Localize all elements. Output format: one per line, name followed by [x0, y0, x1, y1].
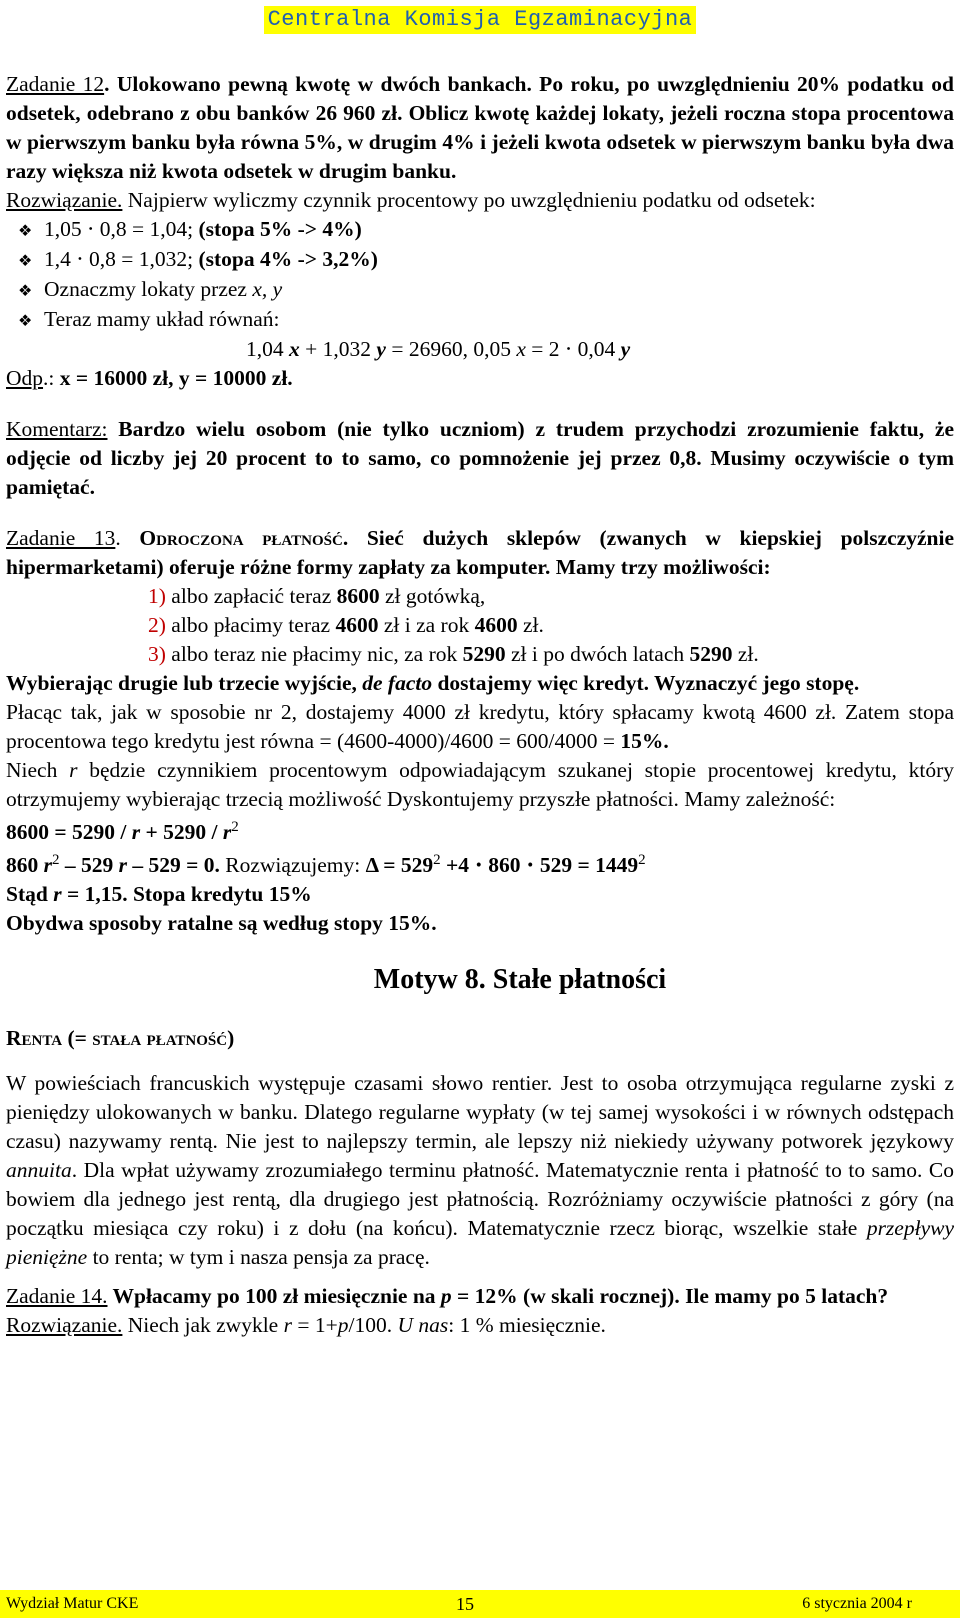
- equation-system: 1,04 x + 1,032 y = 26960, 0,05 x = 2 ⋅ 0,04 y: [246, 337, 631, 361]
- renta-heading: Renta (= stała płatność): [6, 1026, 235, 1050]
- bullet-1-note: (stopa 5% -> 4%): [198, 217, 362, 241]
- diamond-bullet-icon: ❖: [18, 311, 33, 330]
- task-13-paragraph-2: Niech r będzie czynnikiem procentowym odpowiadającym szukanej stopie procentowej kredytu, który otrzymujemy wybierając trzecią możliwość Dyskontujemy przyszłe płatności. Mamy zależność:: [6, 758, 954, 811]
- task-13-title: Odroczona płatność.: [139, 526, 349, 550]
- option-1: 1) albo zapłacić teraz 8600 zł gotówką,: [148, 584, 486, 608]
- header-bar: [0, 4, 960, 34]
- task-12-text: . Ulokowano pewną kwotę w dwóch bankach. Po roku, po uwzględnieniu 20% podatku od odsetek, odebrano z obu banków 26 960 zł. Oblicz kwotę każdej lokaty, jeżeli roczna stopa procentowa w pierwszym banku była równa 5%, w drugim 4% i jeżeli kwota odsetek w pierwszym banku była dwa razy większa niż kwota odsetek w drugim banku.: [6, 72, 954, 183]
- task-13: Zadanie 13. Odroczona płatność. Sieć dużych sklepów (zwanych w kiepskiej polszczyźnie hipermarketami) oferuje różne formy zapłaty za komputer. Mamy trzy możliwości:: [6, 526, 955, 579]
- bullet-2-note: (stopa 4% -> 3,2%): [198, 247, 378, 271]
- bullet-3: [6, 275, 954, 305]
- comment-text: Bardzo wielu osobom (nie tylko uczniom) z trudem przychodzi zrozumienie faktu, że odjęcie od liczby jej 20 procent to to samo, co pomnożenie jej przez 0,8. Musimy oczywiście o tym pamiętać.: [6, 417, 954, 499]
- answer-label: Odp: [6, 366, 44, 390]
- bullet-2-formula: 1,4 ⋅ 0,8 = 1,032;: [44, 247, 199, 271]
- renta-paragraph: W powieściach francuskich występuje czasami słowo rentier. Jest to osoba otrzymująca regularne zyski z pieniędzy ulokowanych w banku. Dlatego regularne wypłaty (w tej samej wysokości i w równych odstępach czasu) nazywamy rentą. Nie jest to najlepszy termin, ale lepszy niż niekiedy używany potworek językowy annuita. Dla wpłat używamy zrozumiałego terminu płatność. Matematycznie renta i płatność to to samo. Co bowiem dla jednego jest rentą, dla drugiego jest płatnością. Rozróżniamy oczywiście płatności z góry (na początku miesiąca czy roku) i z dołu (na końcu). Matematycznie rzecz biorąc, wszelkie stałe przepływy pieniężne to renta; w tym i nasza pensja za pracę.: [6, 1071, 954, 1269]
- page-number: 15: [456, 1594, 474, 1614]
- bullet-3-text: Oznaczmy lokaty przez: [44, 277, 253, 301]
- bullet-4: [6, 305, 954, 335]
- option-2: 2) albo płacimy teraz 4600 zł i za rok 4600 zł.: [148, 613, 544, 637]
- footer-left: Wydział Matur CKE: [6, 1595, 139, 1612]
- answer-text: x = 16000 zł, y = 10000 zł.: [59, 366, 293, 390]
- task-14-solution: Rozwiązanie. Niech jak zwykle r = 1+p/100. U nas: 1 % miesięcznie.: [6, 1313, 606, 1337]
- task-14-solution-label: Rozwiązanie.: [6, 1313, 123, 1337]
- task-13-label: Zadanie 13: [6, 526, 116, 550]
- solution-label: Rozwiązanie.: [6, 188, 123, 212]
- task-13-text: Sieć dużych sklepów (zwanych w kiepskiej polszczyźnie hipermarketami) oferuje różne formy zapłaty za komputer. Mamy trzy możliwości:: [6, 526, 955, 579]
- solution-intro: Najpierw wyliczmy czynnik procentowy po uwzględnieniu podatku od odsetek:: [122, 188, 816, 212]
- diamond-bullet-icon: ❖: [18, 251, 33, 270]
- diamond-bullet-icon: ❖: [18, 281, 33, 300]
- formula-4: Obydwa sposoby ratalne są według stopy 15%.: [6, 911, 437, 935]
- bullet-3-vars: x, y: [252, 277, 283, 301]
- task-12-solution: [6, 186, 954, 215]
- footer-date: 6 stycznia 2004 r: [802, 1595, 912, 1612]
- diamond-bullet-icon: ❖: [18, 221, 33, 240]
- task-14: Zadanie 14. Wpłacamy po 100 zł miesięcznie na p = 12% (w skali rocznej). Ile mamy po 5 latach?: [6, 1284, 889, 1308]
- comment: [6, 415, 954, 502]
- option-3: 3) albo teraz nie płacimy nic, za rok 5290 zł i po dwóch latach 5290 zł.: [148, 642, 759, 666]
- bullet-4-text: Teraz mamy układ równań:: [44, 307, 280, 331]
- comment-label: Komentarz:: [6, 417, 108, 441]
- formula-1: $8600 = 5290 / r + 5290 / r^2$: [6, 819, 239, 844]
- task-12-answer: Odp.: x = 16000 zł, y = 10000 zł.: [6, 366, 293, 390]
- task-12-label: Zadanie 12: [6, 72, 105, 96]
- document-body: [6, 70, 954, 1340]
- header-title: Centralna Komisja Egzaminacyjna: [264, 6, 697, 34]
- formula-2: 860 $r^2 - 529$ r – 529 = 0. Rozwiązujemy: $\Delta = 529^2 +4 \cdot 860 \cdot 529 = 1449^2$: [6, 852, 646, 877]
- task-13-question: Wybierając drugie lub trzecie wyjście, de facto dostajemy więc kredyt. Wyznaczyć jego stopę.: [6, 671, 860, 695]
- section-title: Motyw 8. Stałe płatności: [373, 964, 667, 995]
- task-13-paragraph-1: Płacąc tak, jak w sposobie nr 2, dostajemy 4000 zł kredytu, który spłacamy kwotą 4600 zł. Zatem stopa procentowa tego kredytu jest równa = (4600-4000)/4600 = 600/4000 = 15%.: [6, 700, 954, 753]
- task-12: [6, 70, 954, 186]
- bullet-2: [6, 245, 954, 275]
- formula-3: Stąd r = 1,15. Stopa kredytu 15%: [6, 882, 312, 906]
- task-14-label: Zadanie 14.: [6, 1284, 108, 1308]
- bullet-1: [6, 215, 954, 245]
- bullet-1-formula: 1,05 ⋅ 0,8 = 1,04;: [44, 217, 199, 241]
- footer-bar: [0, 1590, 960, 1618]
